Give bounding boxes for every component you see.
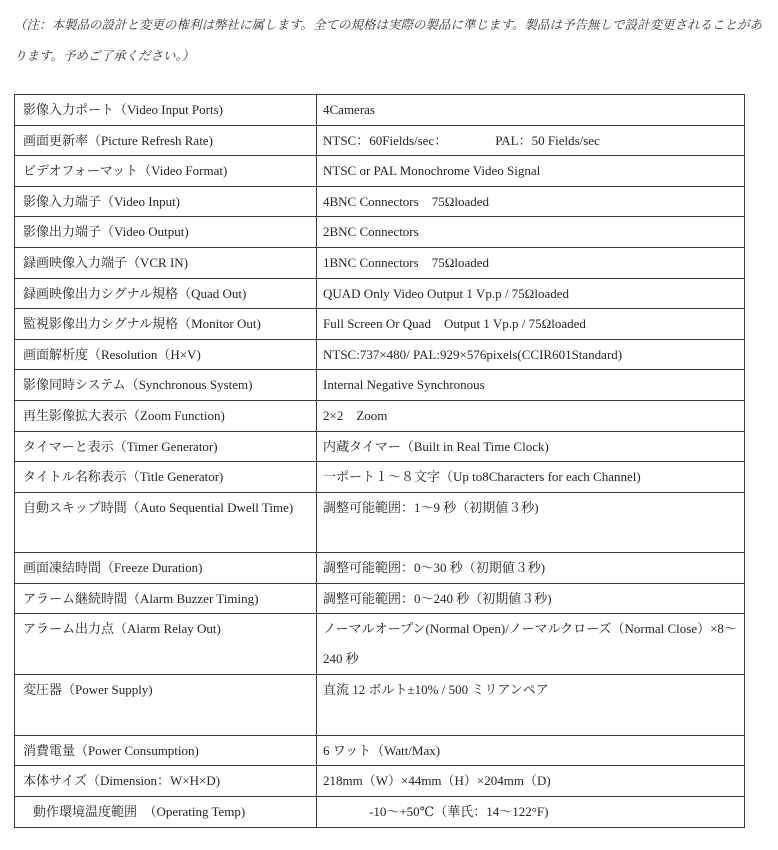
row-label: 影像入力ポート（Video Input Ports) (15, 95, 317, 126)
row-label: アラーム継続時間（Alarm Buzzer Timing) (15, 583, 317, 614)
table-row (15, 278, 745, 309)
row-value: 2×2 Zoom (317, 400, 745, 431)
row-value: 6 ワット（Watt/Max) (317, 735, 745, 766)
table-row (15, 370, 745, 401)
row-label (15, 796, 317, 827)
table-row (15, 95, 745, 126)
row-value: 調整可能範囲：0～30 秒（初期値３秒) (317, 553, 745, 584)
row-label: 画面凍結時間（Freeze Duration) (15, 553, 317, 584)
table-row (15, 735, 745, 766)
table-row (15, 400, 745, 431)
table-row (15, 431, 745, 462)
row-value: 調整可能範囲：1～9 秒（初期値３秒) (317, 492, 745, 552)
row-value: 1BNC Connectors 75Ωloaded (317, 247, 745, 278)
row-value-text: -10～+50℃（華氏：14～122°F) (369, 803, 549, 819)
disclaimer-note: （注：本製品の設計と変更の権利は弊社に属します。全ての規格は実際の製品に準じます。製品は予告無しで設計変更されることがあります。予めご了承ください。） (14, 17, 763, 63)
row-label: 録画映像出力シグナル規格（Quad Out) (15, 278, 317, 309)
row-value: 内蔵タイマー（Built in Real Time Clock) (317, 431, 745, 462)
table-row (15, 766, 745, 797)
row-label: アラーム出力点（Alarm Relay Out) (15, 614, 317, 674)
row-value: 4Cameras (317, 95, 745, 126)
row-value (317, 125, 745, 156)
table-row (15, 796, 745, 827)
row-value: ノーマルオープン(Normal Open)/ノーマルクローズ（Normal Close）×8～240 秒 (317, 614, 745, 674)
row-label: タイマーと表示（Timer Generator) (15, 431, 317, 462)
row-label: 影像同時システム（Synchronous System) (15, 370, 317, 401)
table-row (15, 186, 745, 217)
row-label: タイトル名称表示（Title Generator) (15, 462, 317, 493)
row-value: NTSC or PAL Monochrome Video Signal (317, 156, 745, 187)
row-value: 直流 12 ボルト±10% / 500 ミリアンペア (317, 674, 745, 735)
table-row (15, 339, 745, 370)
row-label: 自動スキップ時間（Auto Sequential Dwell Time) (15, 492, 317, 552)
row-label: 消費電量（Power Consumption) (15, 735, 317, 766)
table-row (15, 462, 745, 493)
row-value: Full Screen Or Quad Output 1 Vp.p / 75Ωloaded (317, 309, 745, 340)
row-label-text: 動作環境温度範囲 （Operating Temp) (33, 803, 246, 819)
row-value: QUAD Only Video Output 1 Vp.p / 75Ωloaded (317, 278, 745, 309)
row-label: 画面解析度（Resolution（H×V) (15, 339, 317, 370)
row-label: 本体サイズ（Dimension：W×H×D) (15, 766, 317, 797)
table-row (15, 247, 745, 278)
table-row (15, 614, 745, 674)
row-label: 影像入力端子（Video Input) (15, 186, 317, 217)
table-row (15, 583, 745, 614)
table-row (15, 217, 745, 248)
table-row (15, 125, 745, 156)
row-value: 一ポート１～８文字（Up to8Characters for each Channel) (317, 462, 745, 493)
row-label: 画面更新率（Picture Refresh Rate) (15, 125, 317, 156)
row-label: 録画映像入力端子（VCR IN) (15, 247, 317, 278)
table-row (15, 309, 745, 340)
spec-table (14, 94, 745, 828)
row-label: 影像出力端子（Video Output) (15, 217, 317, 248)
row-value: 218mm（W）×44mm（H）×204mm（D) (317, 766, 745, 797)
table-row (15, 674, 745, 735)
row-label: 再生影像拡大表示（Zoom Function) (15, 400, 317, 431)
row-label: ビデオフォーマット（Video Format) (15, 156, 317, 187)
row-label: 変圧器（Power Supply) (15, 674, 317, 735)
refresh-pal: PAL：50 Fields/sec (495, 132, 600, 148)
row-value: Internal Negative Synchronous (317, 370, 745, 401)
row-value: 調整可能範囲：0～240 秒（初期値３秒) (317, 583, 745, 614)
table-row (15, 156, 745, 187)
table-row (15, 553, 745, 584)
row-value (317, 796, 745, 827)
row-value: NTSC:737×480/ PAL:929×576pixels(CCIR601Standard) (317, 339, 745, 370)
row-label: 監視影像出力シグナル規格（Monitor Out) (15, 309, 317, 340)
row-value: 4BNC Connectors 75Ωloaded (317, 186, 745, 217)
row-value: 2BNC Connectors (317, 217, 745, 248)
refresh-ntsc: NTSC：60Fields/sec： (323, 132, 448, 148)
table-row (15, 492, 745, 552)
